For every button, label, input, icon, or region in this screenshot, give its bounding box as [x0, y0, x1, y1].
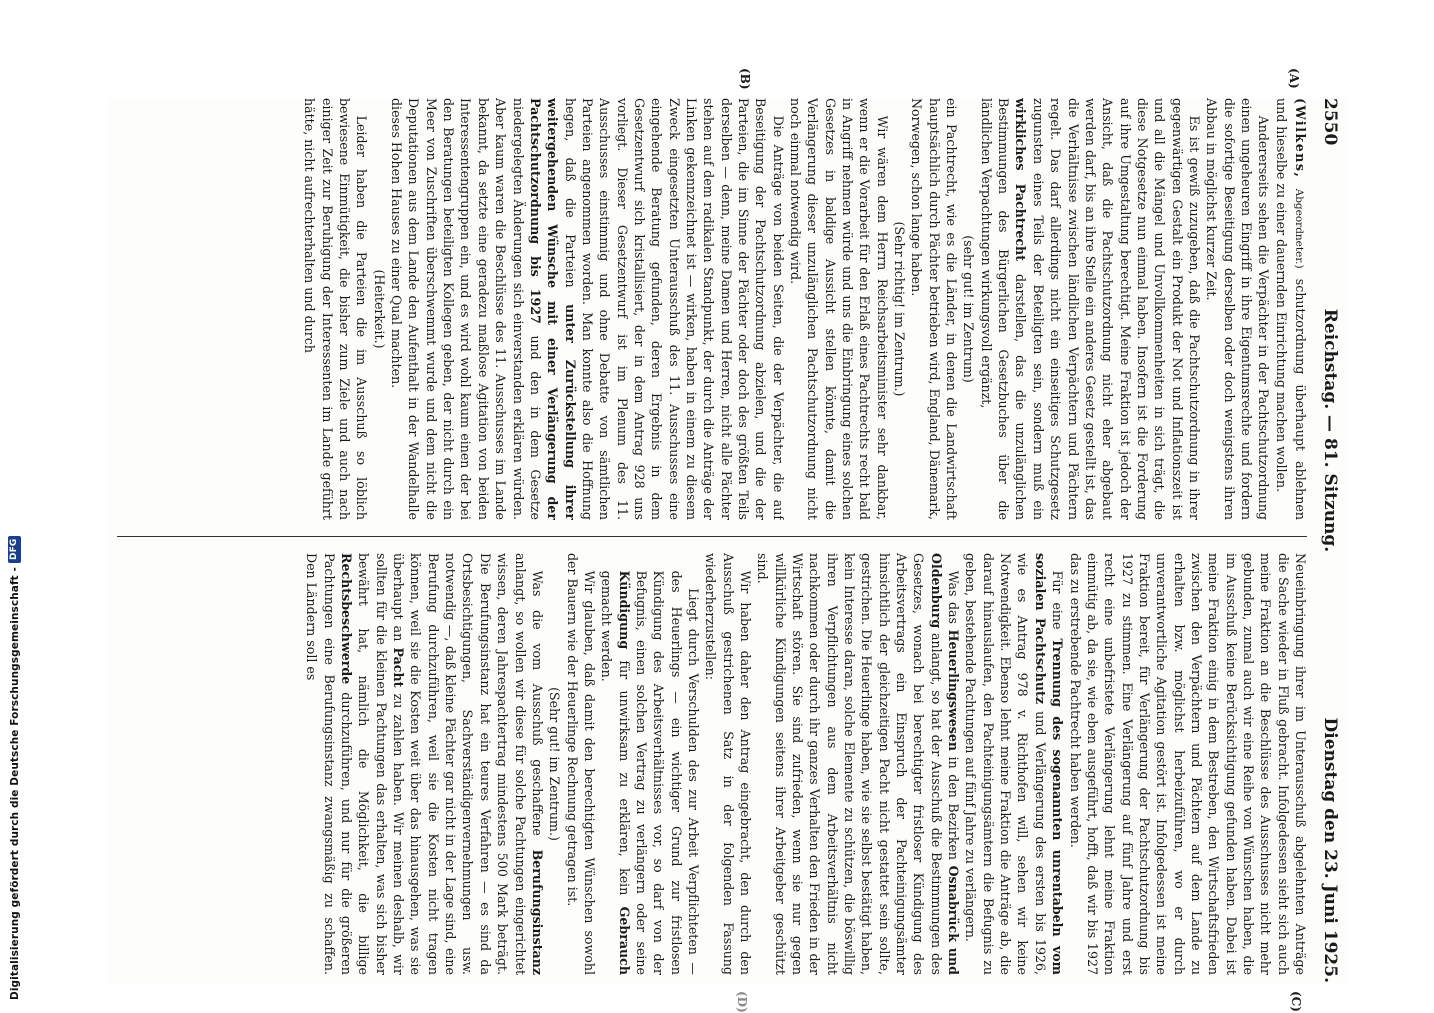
paragraph: Für eine Trennung des sogenannten unrentabeln vom sozialen Pachtschutz und Verlängerung des ersten bis 1926, wie es Antrag 978 v. Richthofen will, sehen wir keine Notwendigkeit. Ebenso lehnt meine Fraktion die Anträge ab, die darauf hinauslaufen, den Pachteinigungsämtern die Befugnis zu geben, bestehende Pachtungen auf fünf Jahre zu verlängern. — [963, 553, 1066, 975]
paragraph: Neueinbringung ihrer im Unterausschuß abgelehnten Anträge die Sache wieder in Fluß gebracht. Infolgedessen sieht sich auch meine Fraktion an die Beschlüsse des Ausschusses nicht mehr gebunden, zumal auch wir eine Reihe von Wünschen haben, die im Ausschuß keine Berücksichtigung gefunden haben. Dabei ist meine Fraktion einig in dem Bestreben, den Wirtschaftsfrieden zwischen den Verpächtern und Pächtern auf dem Lande zu erhalten bzw. möglichst herbeizuführen, wo er durch unverantwortliche Agitation gestört ist. Infolgedessen ist meine Fraktion bereit, für Verlängerung der Pachtschutzordnung bis 1927 zu stimmen. Eine Verlängerung auf fünf Jahre und erst recht eine unbefristete Verlängerung lehnt meine Fraktion einmütig ab, da sie, wie eben ausgeführt, hofft, daß wir bis 1927 das zu erstrebende Pachtrecht haben werden. — [1067, 553, 1308, 975]
margin-letter-d: (D) — [735, 991, 749, 1013]
paragraph: Wir glauben, daß damit den berechtigten Wünschen sowohl der Bauern wie der Heuerlinge Rechnung getragen ist. — [564, 553, 597, 975]
margin-letter-b: (B) — [738, 68, 752, 90]
credit-text: Digitalisierung gefördert durch die Deutsche Forschungsgemeinschaft - — [8, 566, 21, 1000]
interjection: (Heiterkeit.) — [371, 269, 387, 349]
paragraph: Was das Heuerlingswesen in den Bezirken Osnabrück und Oldenburg anlangt, so hat der Ausschuß die Bestimmungen des Gesetzes, wonach bei berechtigter fristloser Kündigung des Arbeitsvertrags ein Einspruch der Pachteinigungsämter hinsichtlich der gleichzeitigen Pacht nicht gestattet sein sollte, gestrichen. Die Heuerlinge haben, wie sie selbst bestätigt haben, kein Interesse daran, solche Elemente zu schützen, die böswillig ihren Verpflichtungen aus dem Arbeitsverhältnis nicht nachkommen oder durch ihr ganzes Verhalten den Frieden in der Wirtschaft stören. Sie sind zufrieden, wenn sie nur gegen willkürliche Kündigungen seitens ihrer Arbeitgeber geschützt sind. — [755, 553, 962, 975]
margin-letter-c: (C) — [1289, 991, 1303, 1012]
digitization-credit — [8, 536, 21, 1000]
paragraph: (Wilkens, Abgeordneter.) schutzordnung überhaupt ablehnen und hieselbe zu einer dauernden Einrichtung machen wollen. — [1273, 98, 1308, 520]
margin-letter-a: (A) — [1287, 68, 1301, 89]
paragraph: Andererseits sehen die Verpächter in der Pachtschutzordnung einen ungeheuren Eingriff in ihre Eigentumsrechte und fordern die sofortige Beseitigung derselben oder doch wenigstens ihren Abbau in möglichst kurzer Zeit. — [1204, 98, 1272, 520]
speaker-role: Abgeordneter.) — [1293, 188, 1305, 269]
paragraph: Es ist gewiß zuzugeben, daß die Pachtschutzordnung in ihrer gegenwärtigen Gestalt ein Produkt der Not und Inflationszeit ist und all die Mängel und Unvollkommenheiten in sich trägt, die diese Notgesetze nun einmal haben. Insofern ist die Forderung auf ihre Umgestaltung berechtigt. Meine Fraktion ist jedoch der Ansicht, daß die Pachtschutzordnung nicht eher abgebaut werden darf, bis an ihre Stelle ein anderes Gesetz gestellt ist, das die Verhältnisse zwischen ländlichen Verpächtern und Pächtern regelt. Das darf allerdings nicht ein einseitiges Schutzgesetz zugunsten eines Teils der Beteiligten sein, sondern muß ein wirkliches Pachtrecht darstellen, das die unzulänglichen Bestimmungen des Bürgerlichen Gesetzbuches über die ländlichen Verpachtungen wirkungsvoll ergänzt, — [978, 98, 1202, 520]
quoted-paragraph: Liegt durch Verschulden des zur Arbeit Verpflichteten — des Heuerlings — ein wichtiger Grund zur fristlosen Kündigung des Arbeitsverhältnisses vor, so darf von der Befugnis, einen solchen Vertrag zu verlängern oder seine Kündigung für unwirksam zu erklären, kein Gebrauch gemacht werden. — [599, 570, 701, 975]
paragraph: Leider haben die Parteien die im Ausschuß so löblich bewiesene Einmütigkeit, die bisher zum Ziele und auch nach einiger Zeit zur Beruhigung der Interessenten im Lande geführt hätte, nicht aufrechterhalten und durch — [302, 98, 370, 520]
column-divider — [117, 536, 1307, 537]
interjection: (Sehr gut! im Zentrum.) — [547, 687, 563, 841]
paragraph: Wir haben daher den Antrag eingebracht, den durch den Ausschuß gestrichenen Satz in der folgenden Fassung wiederherzustellen: — [703, 553, 753, 975]
dfg-logo: DFG — [8, 536, 21, 563]
right-column — [114, 553, 1309, 975]
paragraph: Was die vom Ausschuß geschaffene Berufungsinstanz anlangt, so wollen wir diese für solche Pachtungen eingerichtet wissen, deren Jahrespachtertrag mindestens 500 Mark beträgt. Die Berufungsinstanz hat ein teures Verfahren — es sind da Ortsbesichtigungen, Sachverständigenvernehmungen usw. notwendig —, daß kleine Pächter gar nicht in der Lage sind, eine Berufung durchzuführen, weil sie die Kosten nicht tragen können, weil sie die Kosten weit über das hinausgehen, was sie überhaupt an Pacht zu zahlen haben. Wir meinen deshalb, wir sollten für die kleinen Pachtungen das erhalten, was sich bisher bewährt hat, nämlich die Möglichkeit, die billige Rechtsbeschwerde durchzuführen, und nur für die größeren Pachtungen eine Berufungsinstanz zwangsmäßig zu schaffen. Den Ländern soll es — [304, 553, 545, 975]
paragraph: ein Pachtrecht, wie es die Länder, in denen die Landwirtschaft hauptsächlich durch Pächter betrieben wird, England, Dänemark, Norwegen, schon lange haben. — [909, 98, 960, 520]
paragraph: Die Anträge von beiden Seiten, die der Verpächter, die auf Beseitigung der Pachtschutzordnung abzielen, und die der Parteien, die im Sinne der Pächter oder doch des größten Teils derselben — denn, meine Damen und Herren, nicht alle Pächter stehen auf dem radikalen Standpunkt, der durch die Anträge der Linken gekennzeichnet ist — wirken, haben in einem zu diesem Zweck eingesetzten Unterausschuß des 11. Ausschusses eine eingehende Beratung gefunden, deren Ergebnis in dem Gesetzentwurf sich kristallisiert, der in dem Antrag 928 uns vorliegt. Dieser Gesetzentwurf ist im Plenum des 11. Ausschusses einstimmig und ohne Debatte von sämtlichen Parteien angenommen worden. Man konnte also die Hoffnung hegen, daß die Parteien unter Zurückstellung ihrer weitergehenden Wünsche mit einer Verlängerung der Pachtschutzordnung bis 1927 und den in dem Gesetze niedergelegten Änderungen sich einverstanden erklären würden. Aber kaum waren die Beschlüsse des 11. Ausschusses im Lande bekannt, da setzte eine geradezu maßlose Agitation von beiden Interessentengruppen ein, und es wird wohl kaum einen der bei den Beratungen beteiligten Kollegen geben, der nicht durch ein Meer von Zuschriften überschwemmt wurde und dem nicht die Deputationen aus dem Lande den Aufenthalt in der Wandelhalle dieses Hohen Hauses zu einer Qual machten. — [389, 98, 786, 520]
speaker-name: (Wilkens, — [1293, 98, 1308, 179]
page-header — [1313, 98, 1347, 983]
running-title: Reichstag. — 81. Sitzung. — [1320, 308, 1340, 553]
session-date: Dienstag den 23. Juni 1925. — [1320, 717, 1340, 983]
scanned-page — [107, 68, 1347, 1013]
paragraph: Wir wären dem Herrn Reichsarbeitsminister sehr dankbar, wenn er die Vorarbeit für den Erlaß eines Pachtrechts recht bald in Angriff nehmen würde und uns die Einbringung eines solchen Gesetzes in baldige Aussicht stellen könnte, damit die Verlängerung dieser unzulänglichen Pachtschutzordnung nicht noch einmal notwendig wird. — [788, 98, 890, 520]
interjection: (Sehr richtig! im Zentrum.) — [892, 221, 908, 397]
left-column — [114, 98, 1309, 520]
interjection: (sehr gut! im Zentrum) — [961, 235, 977, 383]
page-number: 2550 — [1320, 98, 1340, 146]
